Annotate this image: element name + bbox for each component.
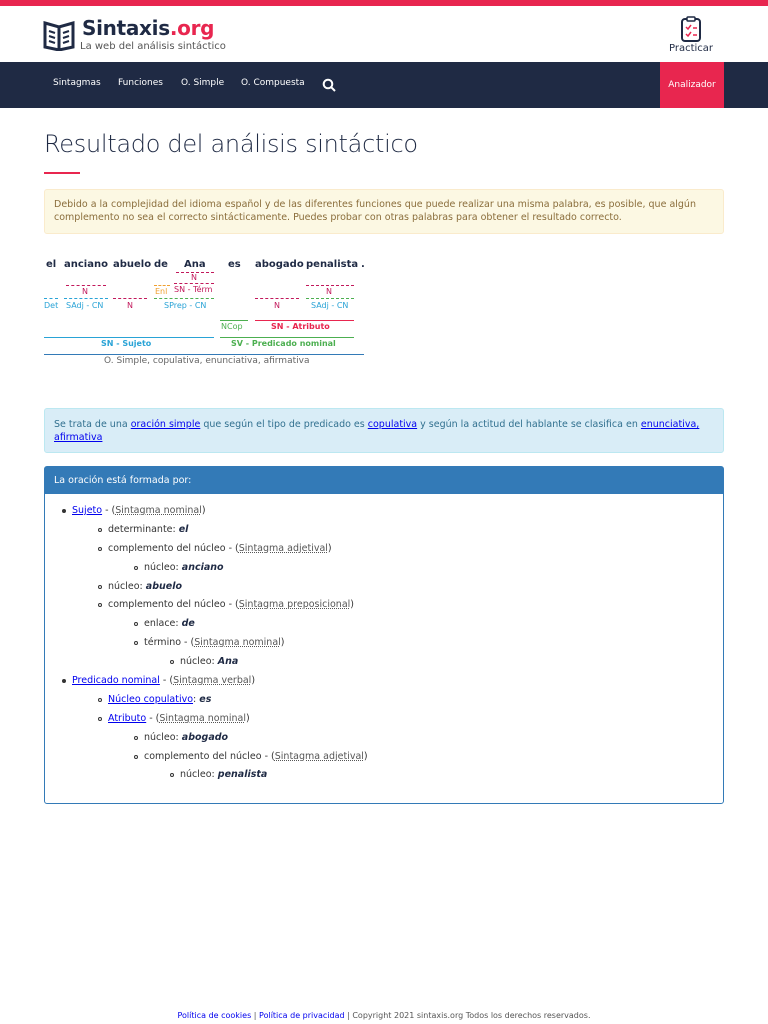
tree-word-penalista: penalista bbox=[306, 259, 359, 270]
item-separator: - ( bbox=[159, 675, 174, 687]
site-header bbox=[0, 6, 768, 62]
nav-item-funciones[interactable]: Funciones bbox=[118, 78, 163, 88]
tree-word-el: el bbox=[46, 259, 57, 270]
nav-item-o-compuesta[interactable]: O. Compuesta bbox=[241, 78, 305, 88]
tree-line-abuelo-n bbox=[113, 298, 147, 299]
info-prefix: Se trata de una bbox=[54, 419, 128, 430]
tree-line-sn-term bbox=[174, 283, 214, 284]
tree-line-enl bbox=[154, 285, 170, 286]
site-footer bbox=[0, 1011, 768, 1020]
item-close: ) bbox=[201, 505, 206, 516]
tree-line-abogado-n bbox=[255, 298, 299, 299]
structure-item bbox=[59, 542, 723, 561]
title-underline bbox=[44, 172, 80, 174]
list-bullet bbox=[134, 566, 138, 570]
structure-item bbox=[59, 523, 723, 542]
structure-item bbox=[59, 750, 723, 769]
tree-label-sentence-type: O. Simple, copulativa, enunciativa, afirmativa bbox=[104, 356, 310, 366]
nav-item-sintagmas[interactable]: Sintagmas bbox=[53, 78, 101, 88]
main-nav bbox=[0, 62, 768, 108]
list-bullet bbox=[134, 622, 138, 626]
tree-label-ncop: NCop bbox=[221, 322, 243, 331]
structure-item bbox=[59, 636, 723, 655]
structure-item bbox=[59, 693, 723, 712]
footer-copyright: | Copyright 2021 sintaxis.org Todos los derechos reservados. bbox=[344, 1011, 591, 1020]
item-phrase-type: Sintagma nominal bbox=[115, 505, 202, 516]
cookies-policy-link[interactable]: Política de cookies bbox=[177, 1011, 252, 1020]
item-phrase-type: Sintagma adjetival bbox=[274, 750, 364, 762]
item-text: núcleo: bbox=[180, 656, 218, 668]
item-function-link[interactable]: Predicado nominal bbox=[72, 675, 160, 687]
item-text: determinante: bbox=[108, 523, 179, 535]
item-text: núcleo: bbox=[144, 561, 182, 573]
item-word: abogado bbox=[181, 731, 229, 743]
structure-panel bbox=[44, 466, 724, 804]
item-text: término - ( bbox=[144, 637, 195, 649]
list-bullet bbox=[134, 755, 138, 759]
item-function-link[interactable]: Atributo bbox=[108, 712, 147, 724]
item-text: núcleo: bbox=[144, 731, 182, 743]
item-separator: : bbox=[193, 693, 200, 705]
tree-line-ncop bbox=[220, 320, 248, 321]
structure-item bbox=[59, 598, 723, 617]
structure-item bbox=[59, 768, 723, 787]
list-bullet bbox=[98, 528, 102, 532]
tree-word-ana: Ana bbox=[184, 259, 206, 270]
link-enunciativa[interactable]: enunciativa, bbox=[640, 419, 700, 430]
item-close: ) bbox=[327, 542, 332, 554]
list-bullet bbox=[62, 679, 66, 683]
list-bullet bbox=[98, 547, 102, 551]
list-bullet bbox=[134, 736, 138, 740]
tree-line-sadj-cn-2 bbox=[306, 298, 354, 299]
item-phrase-type: Sintagma nominal bbox=[194, 637, 281, 649]
list-bullet bbox=[98, 698, 102, 702]
item-text: núcleo: bbox=[108, 580, 146, 592]
item-phrase-type: Sintagma verbal bbox=[173, 675, 252, 687]
item-close: ) bbox=[251, 675, 256, 687]
link-copulativa[interactable]: copulativa bbox=[367, 419, 418, 430]
structure-item bbox=[59, 504, 723, 523]
structure-item bbox=[59, 580, 723, 599]
item-phrase-type: Sintagma nominal bbox=[159, 712, 246, 724]
tree-label-det: Det bbox=[44, 301, 59, 310]
tree-label-sprep-cn: SPrep - CN bbox=[164, 301, 207, 310]
structure-item bbox=[59, 561, 723, 580]
practice-label: Practicar bbox=[668, 43, 714, 54]
tree-word-abuelo: abuelo bbox=[113, 259, 152, 270]
tree-label-sn-sujeto: SN - Sujeto bbox=[101, 339, 152, 348]
clipboard-checklist-icon bbox=[680, 16, 702, 42]
item-text: núcleo: bbox=[180, 769, 218, 781]
logo-name: Sintaxis bbox=[82, 16, 170, 40]
item-word: es bbox=[199, 693, 212, 705]
panel-heading: La oración está formada por: bbox=[45, 467, 723, 494]
item-function-link[interactable]: Núcleo copulativo bbox=[108, 693, 194, 705]
tree-line-sentence bbox=[44, 354, 364, 355]
footer-separator: | bbox=[251, 1011, 260, 1020]
item-text: complemento del núcleo - ( bbox=[108, 599, 239, 611]
search-icon[interactable] bbox=[322, 78, 336, 92]
syntax-tree bbox=[0, 250, 768, 380]
classification-info bbox=[44, 408, 724, 453]
tree-label-sn-atributo: SN - Atributo bbox=[271, 322, 330, 331]
tree-label-penalista-n: N bbox=[326, 287, 332, 296]
item-word: el bbox=[178, 523, 189, 535]
tree-word-abogado: abogado bbox=[255, 259, 304, 270]
tree-label-sv-pred: SV - Predicado nominal bbox=[231, 339, 336, 348]
tree-label-sn-term: SN - Térm bbox=[174, 285, 213, 294]
tree-label-anciano-n: N bbox=[82, 287, 88, 296]
analyzer-button[interactable]: Analizador bbox=[660, 62, 724, 108]
structure-item bbox=[59, 617, 723, 636]
info-mid-2: y según la actitud del hablante se clasifica en bbox=[420, 419, 638, 430]
site-tagline: La web del análisis sintáctico bbox=[80, 41, 226, 52]
tree-label-enl: Enl bbox=[155, 287, 168, 296]
tree-label-abogado-n: N bbox=[274, 301, 280, 310]
item-word: Ana bbox=[217, 656, 239, 668]
item-separator: - ( bbox=[146, 712, 160, 724]
item-separator: - ( bbox=[102, 505, 116, 516]
list-bullet bbox=[62, 509, 66, 513]
tree-line-anciano-n bbox=[66, 285, 106, 286]
structure-item bbox=[59, 731, 723, 750]
list-bullet bbox=[170, 773, 174, 777]
list-bullet bbox=[98, 603, 102, 607]
site-logo[interactable] bbox=[82, 16, 214, 40]
structure-item bbox=[59, 655, 723, 674]
logo-tld: .org bbox=[169, 16, 215, 40]
tree-word-period: . bbox=[361, 259, 365, 270]
link-afirmativa[interactable]: afirmativa bbox=[54, 432, 103, 443]
tree-line-det bbox=[44, 298, 58, 299]
item-close: ) bbox=[363, 750, 368, 762]
book-logo-icon[interactable] bbox=[43, 17, 75, 51]
item-word: anciano bbox=[181, 561, 224, 573]
privacy-policy-link[interactable]: Política de privacidad bbox=[259, 1011, 345, 1020]
list-bullet bbox=[98, 585, 102, 589]
tree-line-sn-atributo bbox=[255, 320, 354, 321]
nav-item-o-simple[interactable]: O. Simple bbox=[181, 78, 225, 88]
item-text: complemento del núcleo - ( bbox=[108, 542, 239, 554]
tree-label-sadj-cn-1: SAdj - CN bbox=[66, 301, 104, 310]
link-oracion-simple[interactable]: oración simple bbox=[130, 419, 201, 430]
structure-list bbox=[45, 494, 723, 787]
info-mid-1: que según el tipo de predicado es bbox=[203, 419, 365, 430]
item-word: de bbox=[181, 618, 195, 630]
item-word: abuelo bbox=[145, 580, 182, 592]
tree-label-sadj-cn-2: SAdj - CN bbox=[311, 301, 349, 310]
structure-item bbox=[59, 674, 723, 693]
tree-line-sadj-cn-1 bbox=[64, 298, 108, 299]
tree-label-abuelo-n: N bbox=[127, 301, 133, 310]
list-bullet bbox=[98, 717, 102, 721]
item-text: enlace: bbox=[144, 618, 182, 630]
item-phrase-type: Sintagma adjetival bbox=[238, 542, 328, 554]
item-function-link[interactable]: Sujeto bbox=[72, 505, 103, 516]
structure-item bbox=[59, 712, 723, 731]
item-phrase-type: Sintagma preposicional bbox=[238, 599, 351, 611]
item-close: ) bbox=[280, 637, 285, 649]
page-title: Resultado del análisis sintáctico bbox=[44, 130, 418, 158]
tree-line-sn-sujeto bbox=[44, 337, 214, 338]
tree-line-sprep-cn bbox=[154, 298, 214, 299]
list-bullet bbox=[170, 660, 174, 664]
tree-line-sv-pred bbox=[220, 337, 354, 338]
tree-word-anciano: anciano bbox=[64, 259, 108, 270]
item-close: ) bbox=[350, 599, 355, 611]
practice-button[interactable] bbox=[668, 16, 714, 54]
item-close: ) bbox=[245, 712, 250, 724]
tree-line-penalista-n bbox=[306, 285, 354, 286]
tree-word-es: es bbox=[228, 259, 241, 270]
complexity-warning: Debido a la complejidad del idioma español y de las diferentes funciones que puede realizar una misma palabra, es posible, que algún complemento no sea el correcto sintácticamente. Puedes probar con otras palabras para obtener el resultado correcto. bbox=[44, 189, 724, 234]
item-word: penalista bbox=[217, 769, 268, 781]
list-bullet bbox=[134, 641, 138, 645]
tree-word-de: de bbox=[154, 259, 168, 270]
item-text: complemento del núcleo - ( bbox=[144, 750, 275, 762]
tree-label-ana-n: N bbox=[191, 273, 197, 282]
